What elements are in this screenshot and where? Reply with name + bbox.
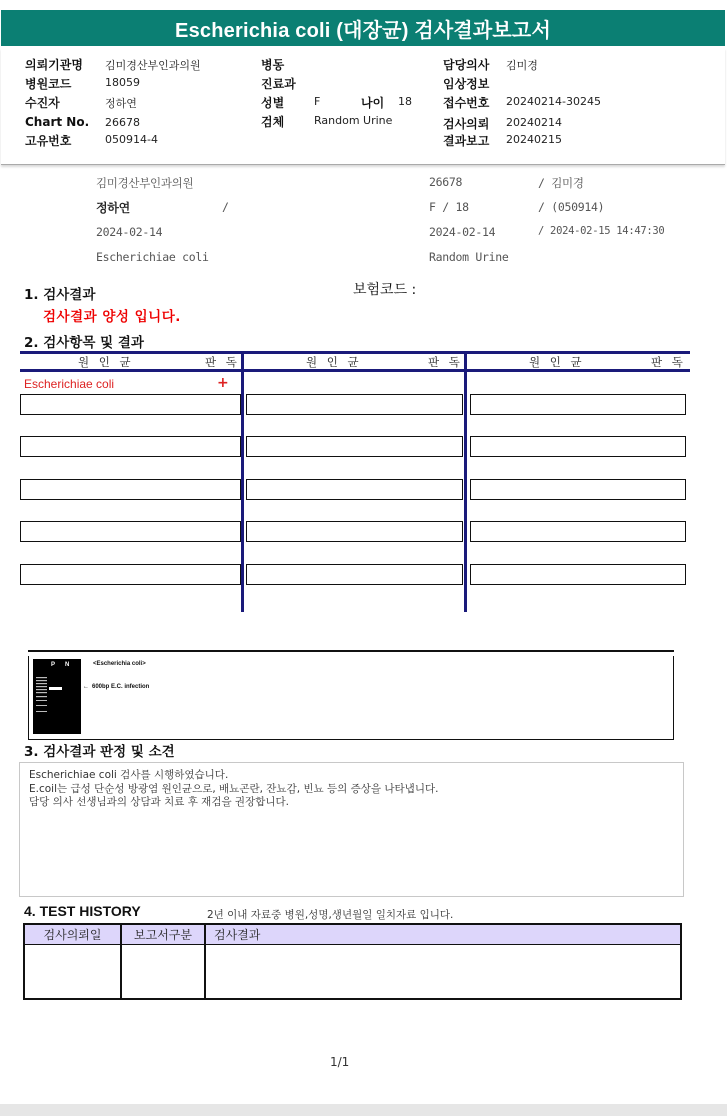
history-col-result: 검사결과: [206, 925, 680, 945]
age-label: 나이: [361, 96, 385, 110]
chart-no-value: 26678: [105, 116, 140, 129]
grid-divider-2: [464, 351, 467, 612]
gel-caption: <Escherichia coli>: [93, 661, 146, 667]
info-unique: / (050914): [538, 200, 605, 214]
info-slash: /: [222, 200, 229, 214]
request-date-label: 검사의뢰: [443, 117, 490, 131]
result-box: [20, 521, 241, 542]
history-table: [23, 923, 682, 1000]
age-value: 18: [398, 95, 412, 108]
comment-line: E.coil는 급성 단순성 방광염 원인균으로, 배뇨곤란, 잔뇨감, 빈뇨 등의 증상을 나타냅니다.: [29, 782, 439, 795]
result-box: [20, 479, 241, 500]
unique-no-label: 고유번호: [25, 134, 72, 148]
hospital-code-label: 병원코드: [25, 77, 72, 91]
report-title: Escherichia coli (대장균) 검사결과보고서: [1, 10, 725, 46]
result-box: [20, 436, 241, 457]
result-box: [470, 479, 686, 500]
result-box: [246, 479, 463, 500]
info-specimen: Random Urine: [429, 250, 509, 264]
info-sex-age: F / 18: [429, 200, 469, 214]
col2-reading-header: 판 독: [428, 355, 463, 369]
gel-band-arrow: ←: [83, 684, 89, 690]
doctor-label: 담당의사: [443, 58, 490, 72]
gel-band-label: 600bp E.C. infection: [92, 684, 150, 690]
result-box: [20, 564, 241, 585]
ward-label: 병동: [261, 58, 285, 72]
col2-organism-header: 원 인 균: [306, 355, 362, 369]
section2-title: 2. 검사항목 및 결과: [24, 335, 144, 351]
header-info: [1, 48, 725, 165]
doctor-value: 김미경: [506, 59, 538, 72]
request-date-value: 20240214: [506, 116, 562, 129]
comment-line: 담당 의사 선생님과의 상담과 치료 후 재검을 권장합니다.: [29, 796, 289, 808]
report-date-value: 20240215: [506, 133, 562, 146]
result-box: [470, 394, 686, 415]
insurance-code-label: 보험코드 :: [353, 282, 417, 298]
section4-title: 4. TEST HISTORY: [24, 903, 141, 919]
patient-value: 정하연: [105, 97, 137, 110]
history-divider: [120, 925, 122, 998]
organism-name: Escherichiae coli: [24, 377, 115, 391]
gel-electrophoresis-image: [33, 659, 81, 734]
positive-mark: +: [217, 375, 229, 391]
department-label: 진료과: [261, 77, 296, 91]
receipt-no-value: 20240214-30245: [506, 95, 601, 108]
hospital-label: 의뢰기관명: [25, 58, 83, 72]
col1-reading-header: 판 독: [205, 355, 240, 369]
grid-divider-1: [241, 351, 244, 612]
info-hospital: 김미경산부인과의원: [96, 176, 194, 190]
section3-title: 3. 검사결과 판정 및 소견: [24, 744, 175, 760]
history-col-report-type: 보고서구분: [121, 925, 205, 945]
result-box: [470, 521, 686, 542]
result-box: [20, 394, 241, 415]
footer-bar: [0, 1104, 727, 1116]
result-box: [246, 394, 463, 415]
col3-organism-header: 원 인 균: [529, 355, 585, 369]
patient-label: 수진자: [25, 96, 60, 110]
result-box: [470, 564, 686, 585]
col3-reading-header: 판 독: [651, 355, 686, 369]
info-patient: 정하연: [96, 201, 130, 215]
section1-title: 1. 검사결과: [24, 287, 96, 303]
info-doctor: / 김미경: [538, 176, 584, 190]
positive-result-message: 검사결과 양성 입니다.: [43, 309, 181, 325]
sex-label: 성별: [261, 96, 285, 110]
gel-panel: [28, 656, 674, 740]
specimen-label: 검체: [261, 115, 285, 129]
history-divider: [204, 925, 206, 998]
report-date-label: 결과보고: [443, 134, 490, 148]
info-chart-no: 26678: [429, 175, 463, 189]
receipt-no-label: 접수번호: [443, 96, 490, 110]
unique-no-value: 050914-4: [105, 133, 158, 146]
hospital-value: 김미경산부인과의원: [105, 59, 201, 72]
col1-organism-header: 원 인 균: [78, 355, 134, 369]
history-note: 2년 이내 자료중 병원,성명,생년월일 일치자료 입니다.: [207, 909, 454, 921]
result-box: [470, 436, 686, 457]
info-test-name: Escherichiae coli: [96, 250, 209, 264]
page-number: 1/1: [330, 1055, 350, 1069]
gel-lane-n-label: N: [65, 662, 70, 668]
info-receipt-date: 2024-02-14: [429, 225, 496, 239]
result-box: [246, 564, 463, 585]
history-col-request-date: 검사의뢰일: [25, 925, 120, 945]
result-box: [246, 521, 463, 542]
specimen-value: Random Urine: [314, 114, 393, 127]
info-report-datetime: / 2024-02-15 14:47:30: [538, 225, 665, 237]
info-request-date: 2024-02-14: [96, 225, 163, 239]
sex-value: F: [314, 95, 321, 108]
chart-no-label: Chart No.: [25, 115, 90, 129]
hospital-code-value: 18059: [105, 76, 140, 89]
comment-box: [19, 762, 684, 897]
gel-top-rule: [28, 650, 674, 652]
result-box: [246, 436, 463, 457]
clinical-info-label: 임상정보: [443, 77, 490, 91]
comment-line: Escherichiae coli 검사를 시행하였습니다.: [29, 769, 229, 781]
gel-lane-p-label: P: [51, 662, 56, 668]
